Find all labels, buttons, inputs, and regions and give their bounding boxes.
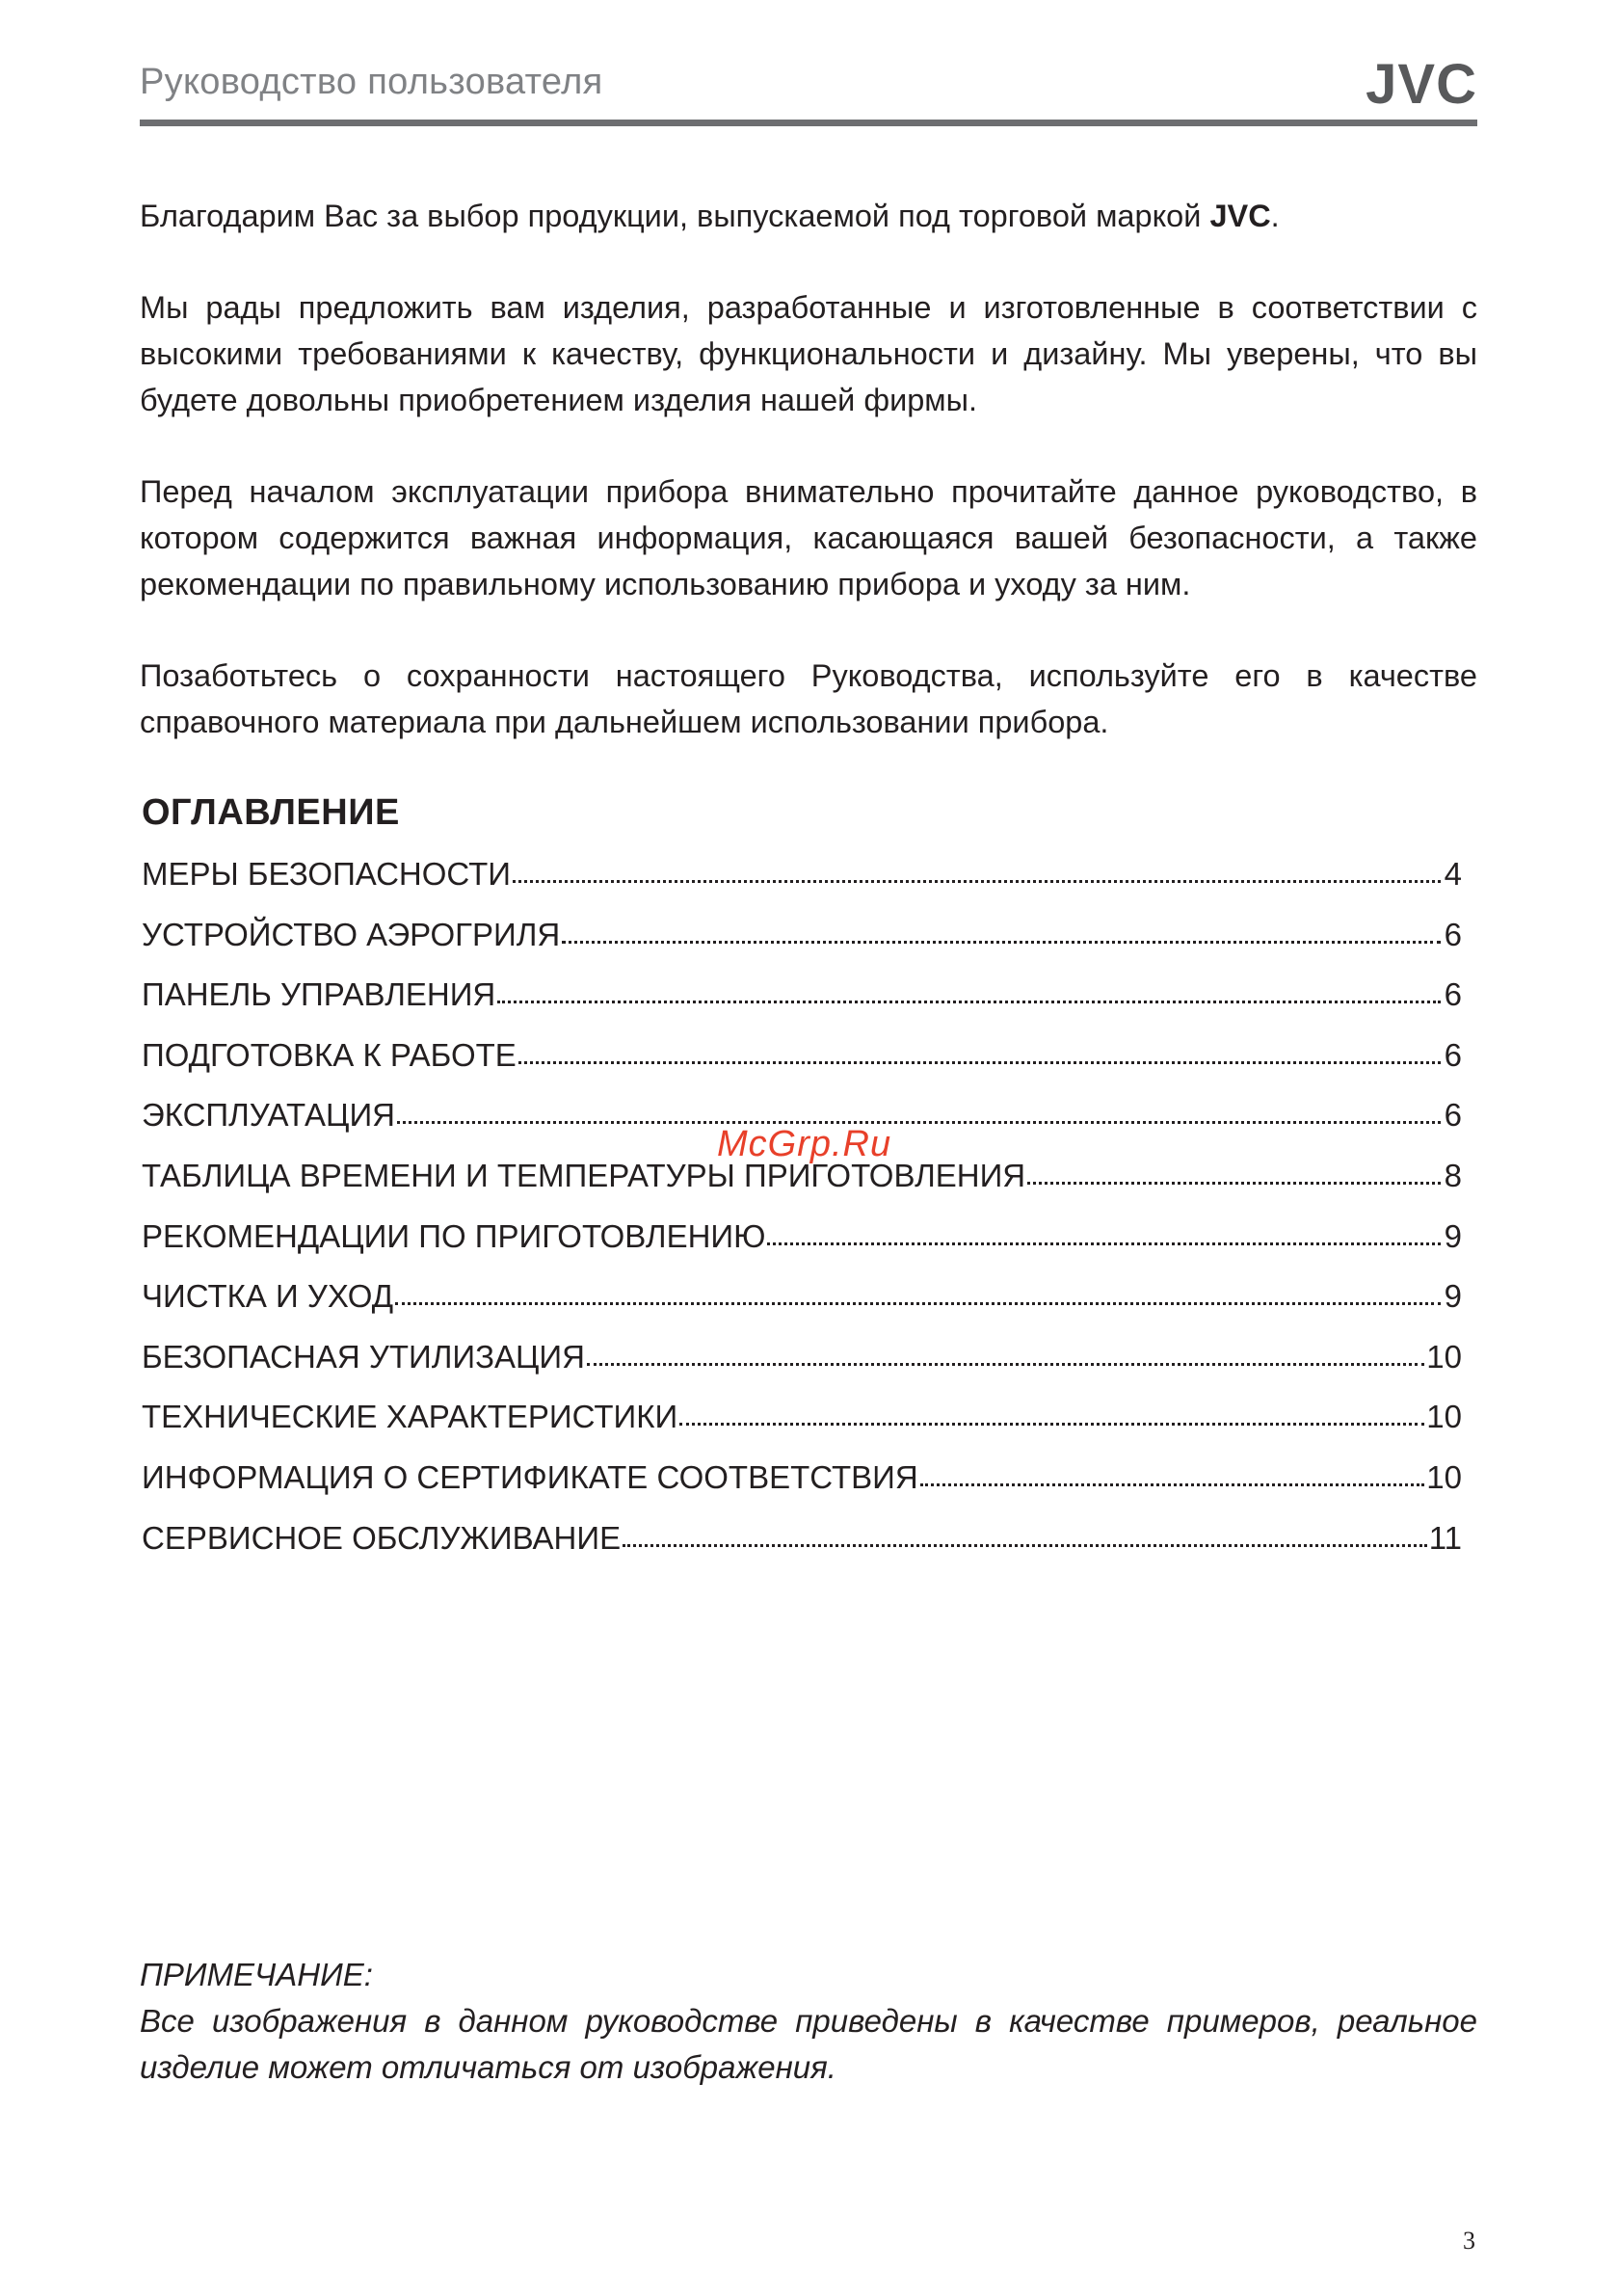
- toc-item-page: 8: [1444, 1157, 1462, 1193]
- intro-paragraph-4: Позаботьтесь о сохранности настоящего Руководства, используйте его в качестве справочного материала при дальнейшем использовании прибора.: [140, 658, 1477, 739]
- toc-item-title: БЕЗОПАСНАЯ УТИЛИЗАЦИЯ: [142, 1338, 585, 1375]
- page-number: 3: [1463, 2227, 1475, 2255]
- toc-item[interactable]: [142, 1459, 1462, 1520]
- header-divider: [140, 120, 1477, 126]
- toc-leader-dots: [397, 1120, 1441, 1124]
- note-text: Все изображения в данном руководстве приведены в качестве примеров, реальное изделие может отличаться от изображения.: [140, 2003, 1477, 2085]
- toc-leader-dots: [513, 879, 1441, 883]
- toc-item-page: 6: [1444, 1097, 1462, 1134]
- intro-section: [140, 193, 1477, 745]
- toc-leader-dots: [587, 1362, 1424, 1366]
- toc-item-page: 9: [1444, 1217, 1462, 1254]
- toc-item-title: СЕРВИСНОЕ ОБСЛУЖИВАНИЕ: [142, 1519, 622, 1556]
- toc-item-title: ТАБЛИЦА ВРЕМЕНИ И ТЕМПЕРАТУРЫ ПРИГОТОВЛЕНИЯ: [142, 1157, 1026, 1193]
- intro-paragraph-2: Мы рады предложить вам изделия, разработанные и изготовленные в соответствии с высокими требованиями к качеству, функциональности и дизайну. Мы уверены, что вы будете довольны приобретением изделия нашей фирмы.: [140, 290, 1477, 417]
- toc-leader-dots: [623, 1543, 1427, 1547]
- toc-item[interactable]: [142, 1218, 1462, 1279]
- toc-item[interactable]: [142, 1520, 1462, 1581]
- note-label: ПРИМЕЧАНИЕ:: [140, 1957, 373, 1992]
- toc-item[interactable]: [142, 1399, 1462, 1459]
- intro-paragraph-3: Перед началом эксплуатации прибора внимательно прочитайте данное руководство, в котором содержится важная информация, касающаяся вашей безопасности, а также рекомендации по правильному использованию прибора и уходу за ним.: [140, 474, 1477, 601]
- site-watermark: McGrp.Ru: [717, 1124, 892, 1164]
- toc-item-title: ЧИСТКА И УХОД: [142, 1278, 394, 1315]
- toc-item-title: МЕРЫ БЕЗОПАСНОСТИ: [142, 856, 512, 892]
- toc-item-page: 4: [1444, 856, 1462, 892]
- toc-item-title: ПОДГОТОВКА К РАБОТЕ: [142, 1036, 517, 1073]
- toc-item-title: ТЕХНИЧЕСКИЕ ХАРАКТЕРИСТИКИ: [142, 1399, 678, 1435]
- thanks-text: Благодарим Вас за выбор продукции, выпускаемой под торговой маркой: [140, 199, 1210, 233]
- toc-item-page: 6: [1444, 976, 1462, 1013]
- toc-item[interactable]: [142, 976, 1462, 1037]
- toc-item-title: УСТРОЙСТВО АЭРОГРИЛЯ: [142, 916, 561, 952]
- note-section: [140, 1952, 1477, 2091]
- toc-item[interactable]: [142, 1037, 1462, 1098]
- thanks-paragraph: [140, 193, 1477, 239]
- brand-logo: JVC: [1366, 53, 1477, 116]
- toc-item[interactable]: [142, 917, 1462, 977]
- toc-item-title: ЭКСПЛУАТАЦИЯ: [142, 1097, 396, 1134]
- toc-item-title: ИНФОРМАЦИЯ О СЕРТИФИКАТЕ СООТВЕТСТВИЯ: [142, 1458, 918, 1495]
- toc-item-page: 10: [1426, 1458, 1462, 1495]
- toc-item-page: 6: [1444, 1036, 1462, 1073]
- table-of-contents: [142, 856, 1462, 1580]
- toc-leader-dots: [562, 940, 1441, 944]
- page-header: [140, 53, 1477, 125]
- toc-item[interactable]: [142, 856, 1462, 917]
- toc-heading: ОГЛАВЛЕНИЕ: [142, 792, 400, 833]
- toc-item-page: 10: [1426, 1338, 1462, 1375]
- toc-leader-dots: [679, 1422, 1424, 1426]
- toc-item[interactable]: [142, 1158, 1462, 1218]
- toc-leader-dots: [920, 1482, 1425, 1486]
- thanks-end: .: [1270, 199, 1280, 233]
- toc-item-title: РЕКОМЕНДАЦИИ ПО ПРИГОТОВЛЕНИЮ: [142, 1217, 766, 1254]
- toc-item-page: 9: [1444, 1278, 1462, 1315]
- toc-item-page: 11: [1428, 1519, 1462, 1556]
- toc-leader-dots: [395, 1301, 1441, 1305]
- toc-item-title: ПАНЕЛЬ УПРАВЛЕНИЯ: [142, 976, 496, 1013]
- toc-item-page: 6: [1444, 916, 1462, 952]
- toc-item-page: 10: [1426, 1399, 1462, 1435]
- toc-leader-dots: [1027, 1181, 1441, 1185]
- thanks-brand: JVC: [1209, 199, 1271, 233]
- toc-leader-dots: [497, 1000, 1441, 1003]
- toc-leader-dots: [767, 1241, 1441, 1245]
- header-title: Руководство пользователя: [140, 62, 603, 102]
- toc-item[interactable]: [142, 1339, 1462, 1400]
- toc-leader-dots: [518, 1060, 1441, 1064]
- toc-item[interactable]: [142, 1278, 1462, 1339]
